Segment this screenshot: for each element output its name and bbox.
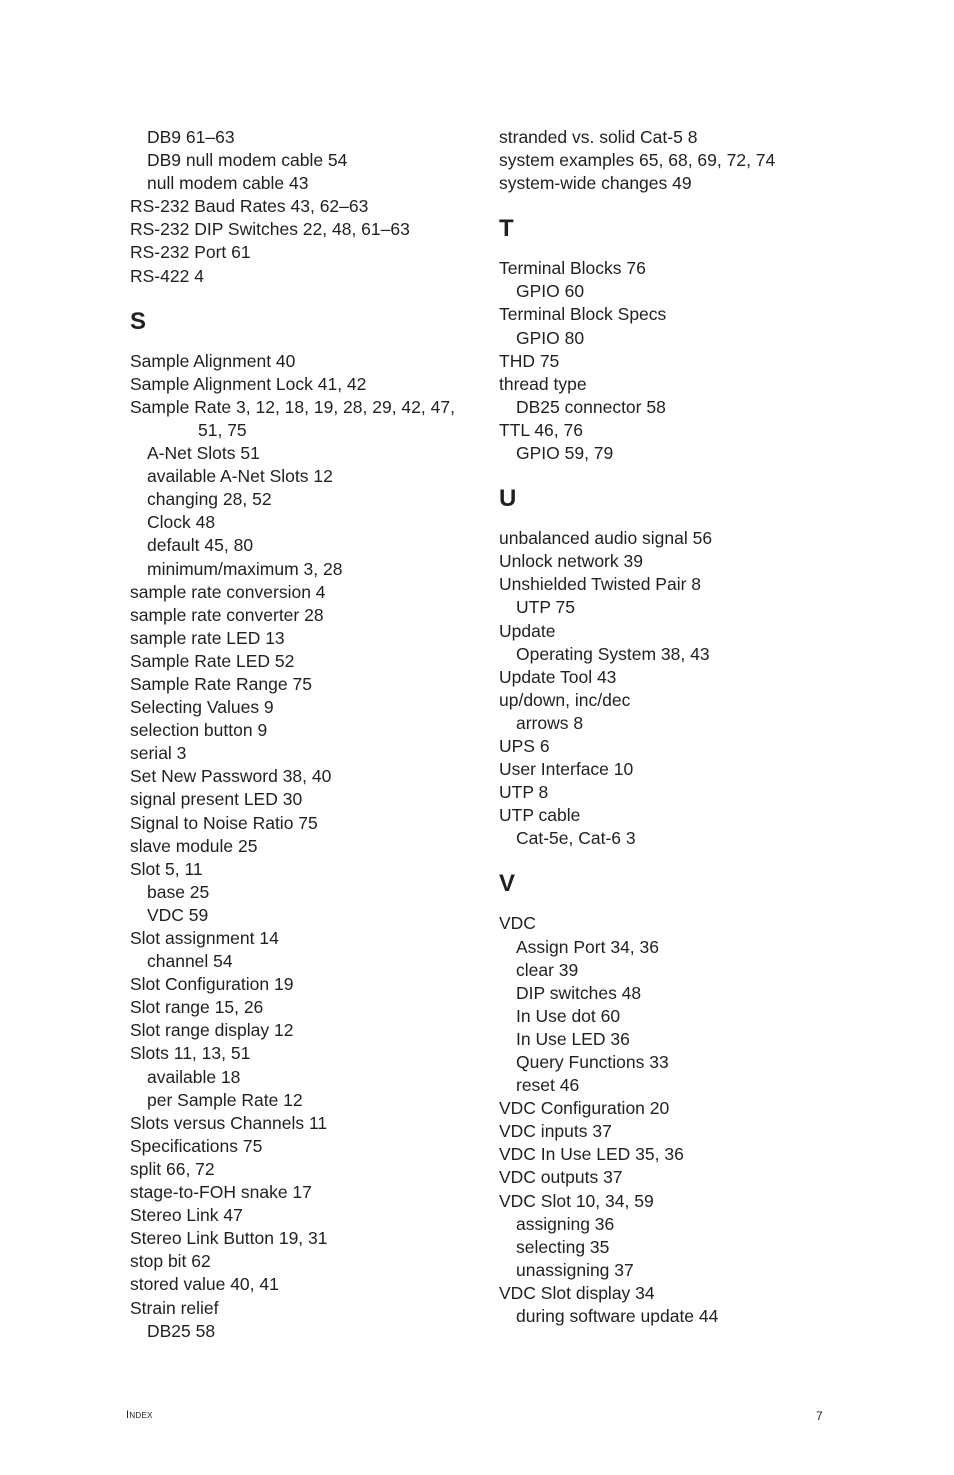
index-subentry: DIP switches 48 — [516, 982, 642, 1003]
index-entry: Sample Alignment Lock 41, 42 — [130, 373, 367, 394]
section-letter-heading: S — [130, 307, 147, 335]
index-subentry: GPIO 60 — [516, 281, 585, 302]
index-subentry: GPIO 80 — [516, 327, 585, 348]
index-entry: selection button 9 — [130, 720, 268, 741]
index-subentry: channel 54 — [147, 951, 233, 972]
index-subentry: Cat-5e, Cat-6 3 — [516, 828, 636, 849]
index-subentry: unassigning 37 — [516, 1259, 634, 1280]
index-entry: Stereo Link Button 19, 31 — [130, 1228, 328, 1249]
index-subentry: changing 28, 52 — [147, 489, 272, 510]
footer-section-title: Index — [126, 1409, 153, 1421]
index-entry: Set New Password 38, 40 — [130, 766, 332, 787]
index-entry: stranded vs. solid Cat-5 8 — [499, 127, 698, 147]
index-subentry: base 25 — [147, 881, 210, 902]
index-entry: RS-232 DIP Switches 22, 48, 61–63 — [130, 219, 410, 240]
index-entry: sample rate converter 28 — [130, 604, 324, 625]
index-entry: Terminal Block Specs — [499, 304, 667, 325]
index-entry: Sample Rate LED 52 — [130, 650, 295, 671]
index-subentry: available A-Net Slots 12 — [147, 466, 333, 487]
index-entry: split 66, 72 — [130, 1158, 215, 1179]
index-subentry: reset 46 — [516, 1075, 580, 1096]
index-entry: Sample Alignment 40 — [130, 350, 296, 371]
index-entry: UTP 8 — [499, 782, 549, 803]
section-letter-heading: T — [499, 215, 514, 243]
index-subentry: A-Net Slots 51 — [147, 443, 260, 464]
index-entry: THD 75 — [499, 350, 560, 371]
index-subentry: default 45, 80 — [147, 535, 254, 556]
index-subentry: GPIO 59, 79 — [516, 443, 614, 464]
index-entry: system-wide changes 49 — [499, 173, 692, 194]
index-subentry: DB25 connector 58 — [516, 396, 666, 417]
index-entry: VDC Slot display 34 — [499, 1282, 655, 1303]
index-entry: unbalanced audio signal 56 — [499, 528, 713, 549]
index-subentry: during software update 44 — [516, 1306, 719, 1327]
index-entry: sample rate conversion 4 — [130, 581, 326, 602]
index-subentry: In Use dot 60 — [516, 1005, 621, 1026]
index-subentry: Operating System 38, 43 — [516, 643, 710, 664]
index-entry: Specifications 75 — [130, 1135, 263, 1156]
footer-page-number: 7 — [816, 1409, 823, 1423]
index-entry: VDC — [499, 913, 536, 934]
index-subentry: Query Functions 33 — [516, 1052, 669, 1072]
index-entry: VDC Slot 10, 34, 59 — [499, 1190, 654, 1211]
index-entry: stop bit 62 — [130, 1251, 211, 1272]
index-entry: Strain relief — [130, 1297, 219, 1318]
index-entry: Sample Rate 3, 12, 18, 19, 28, 29, 42, 47, — [130, 396, 455, 417]
index-entry: RS-232 Baud Rates 43, 62–63 — [130, 196, 369, 217]
index-subentry: 51, 75 — [198, 419, 247, 440]
index-entry: Slot range display 12 — [130, 1020, 294, 1041]
index-subentry: DB25 58 — [147, 1320, 216, 1341]
index-entry: Slot Configuration 19 — [130, 974, 294, 995]
index-entry: Update Tool 43 — [499, 666, 617, 687]
index-entry: signal present LED 30 — [130, 789, 303, 810]
index-entry: thread type — [499, 373, 587, 394]
index-subentry: per Sample Rate 12 — [147, 1089, 303, 1110]
index-entry: Slot 5, 11 — [130, 858, 203, 879]
index-entry: VDC Configuration 20 — [499, 1098, 670, 1119]
index-subentry: DB9 61–63 — [147, 127, 235, 147]
index-entry: Slots 11, 13, 51 — [130, 1043, 251, 1064]
index-subentry: selecting 35 — [516, 1236, 610, 1257]
index-entry: RS-232 Port 61 — [130, 242, 251, 263]
index-subentry: minimum/maximum 3, 28 — [147, 558, 343, 579]
index-subentry: clear 39 — [516, 959, 579, 980]
index-entry: stage-to-FOH snake 17 — [130, 1182, 312, 1203]
index-entry: Slots versus Channels 11 — [130, 1112, 328, 1133]
index-entry: TTL 46, 76 — [499, 419, 583, 440]
index-entry: up/down, inc/dec — [499, 689, 631, 710]
index-entry: system examples 65, 68, 69, 72, 74 — [499, 150, 776, 171]
index-entry: Update — [499, 620, 556, 641]
index-entry: UPS 6 — [499, 735, 550, 756]
index-entry: Sample Rate Range 75 — [130, 673, 312, 694]
index-subentry: In Use LED 36 — [516, 1028, 630, 1049]
index-subentry: VDC 59 — [147, 904, 209, 925]
index-entry: stored value 40, 41 — [130, 1274, 279, 1295]
index-entry: slave module 25 — [130, 835, 258, 856]
index-entry: Slot assignment 14 — [130, 928, 279, 948]
index-entry: Stereo Link 47 — [130, 1205, 243, 1226]
section-letter-heading: V — [499, 870, 516, 898]
section-letter-heading: U — [499, 485, 517, 513]
index-subentry: null modem cable 43 — [147, 173, 309, 194]
index-subentry: DB9 null modem cable 54 — [147, 150, 348, 171]
index-entry: Unlock network 39 — [499, 551, 643, 572]
index-subentry: Clock 48 — [147, 512, 216, 533]
index-entry: Signal to Noise Ratio 75 — [130, 812, 318, 833]
index-entry: UTP cable — [499, 805, 581, 826]
index-entry: VDC In Use LED 35, 36 — [499, 1144, 684, 1165]
index-subentry: arrows 8 — [516, 712, 584, 733]
index-entry: Unshielded Twisted Pair 8 — [499, 574, 702, 595]
index-subentry: available 18 — [147, 1066, 241, 1087]
index-entry: Terminal Blocks 76 — [499, 258, 646, 279]
index-entry: Slot range 15, 26 — [130, 997, 264, 1018]
index-subentry: UTP 75 — [516, 597, 576, 618]
index-entry: RS-422 4 — [130, 265, 204, 286]
index-entry: sample rate LED 13 — [130, 627, 285, 648]
index-subentry: Assign Port 34, 36 — [516, 936, 659, 957]
index-column-right — [499, 126, 829, 1328]
index-subentry: assigning 36 — [516, 1213, 615, 1234]
index-entry: VDC inputs 37 — [499, 1121, 612, 1142]
index-entry: serial 3 — [130, 743, 187, 764]
index-column-left — [130, 126, 470, 1343]
index-entry: Selecting Values 9 — [130, 697, 274, 718]
index-entry: User Interface 10 — [499, 759, 634, 780]
index-entry: VDC outputs 37 — [499, 1167, 623, 1188]
